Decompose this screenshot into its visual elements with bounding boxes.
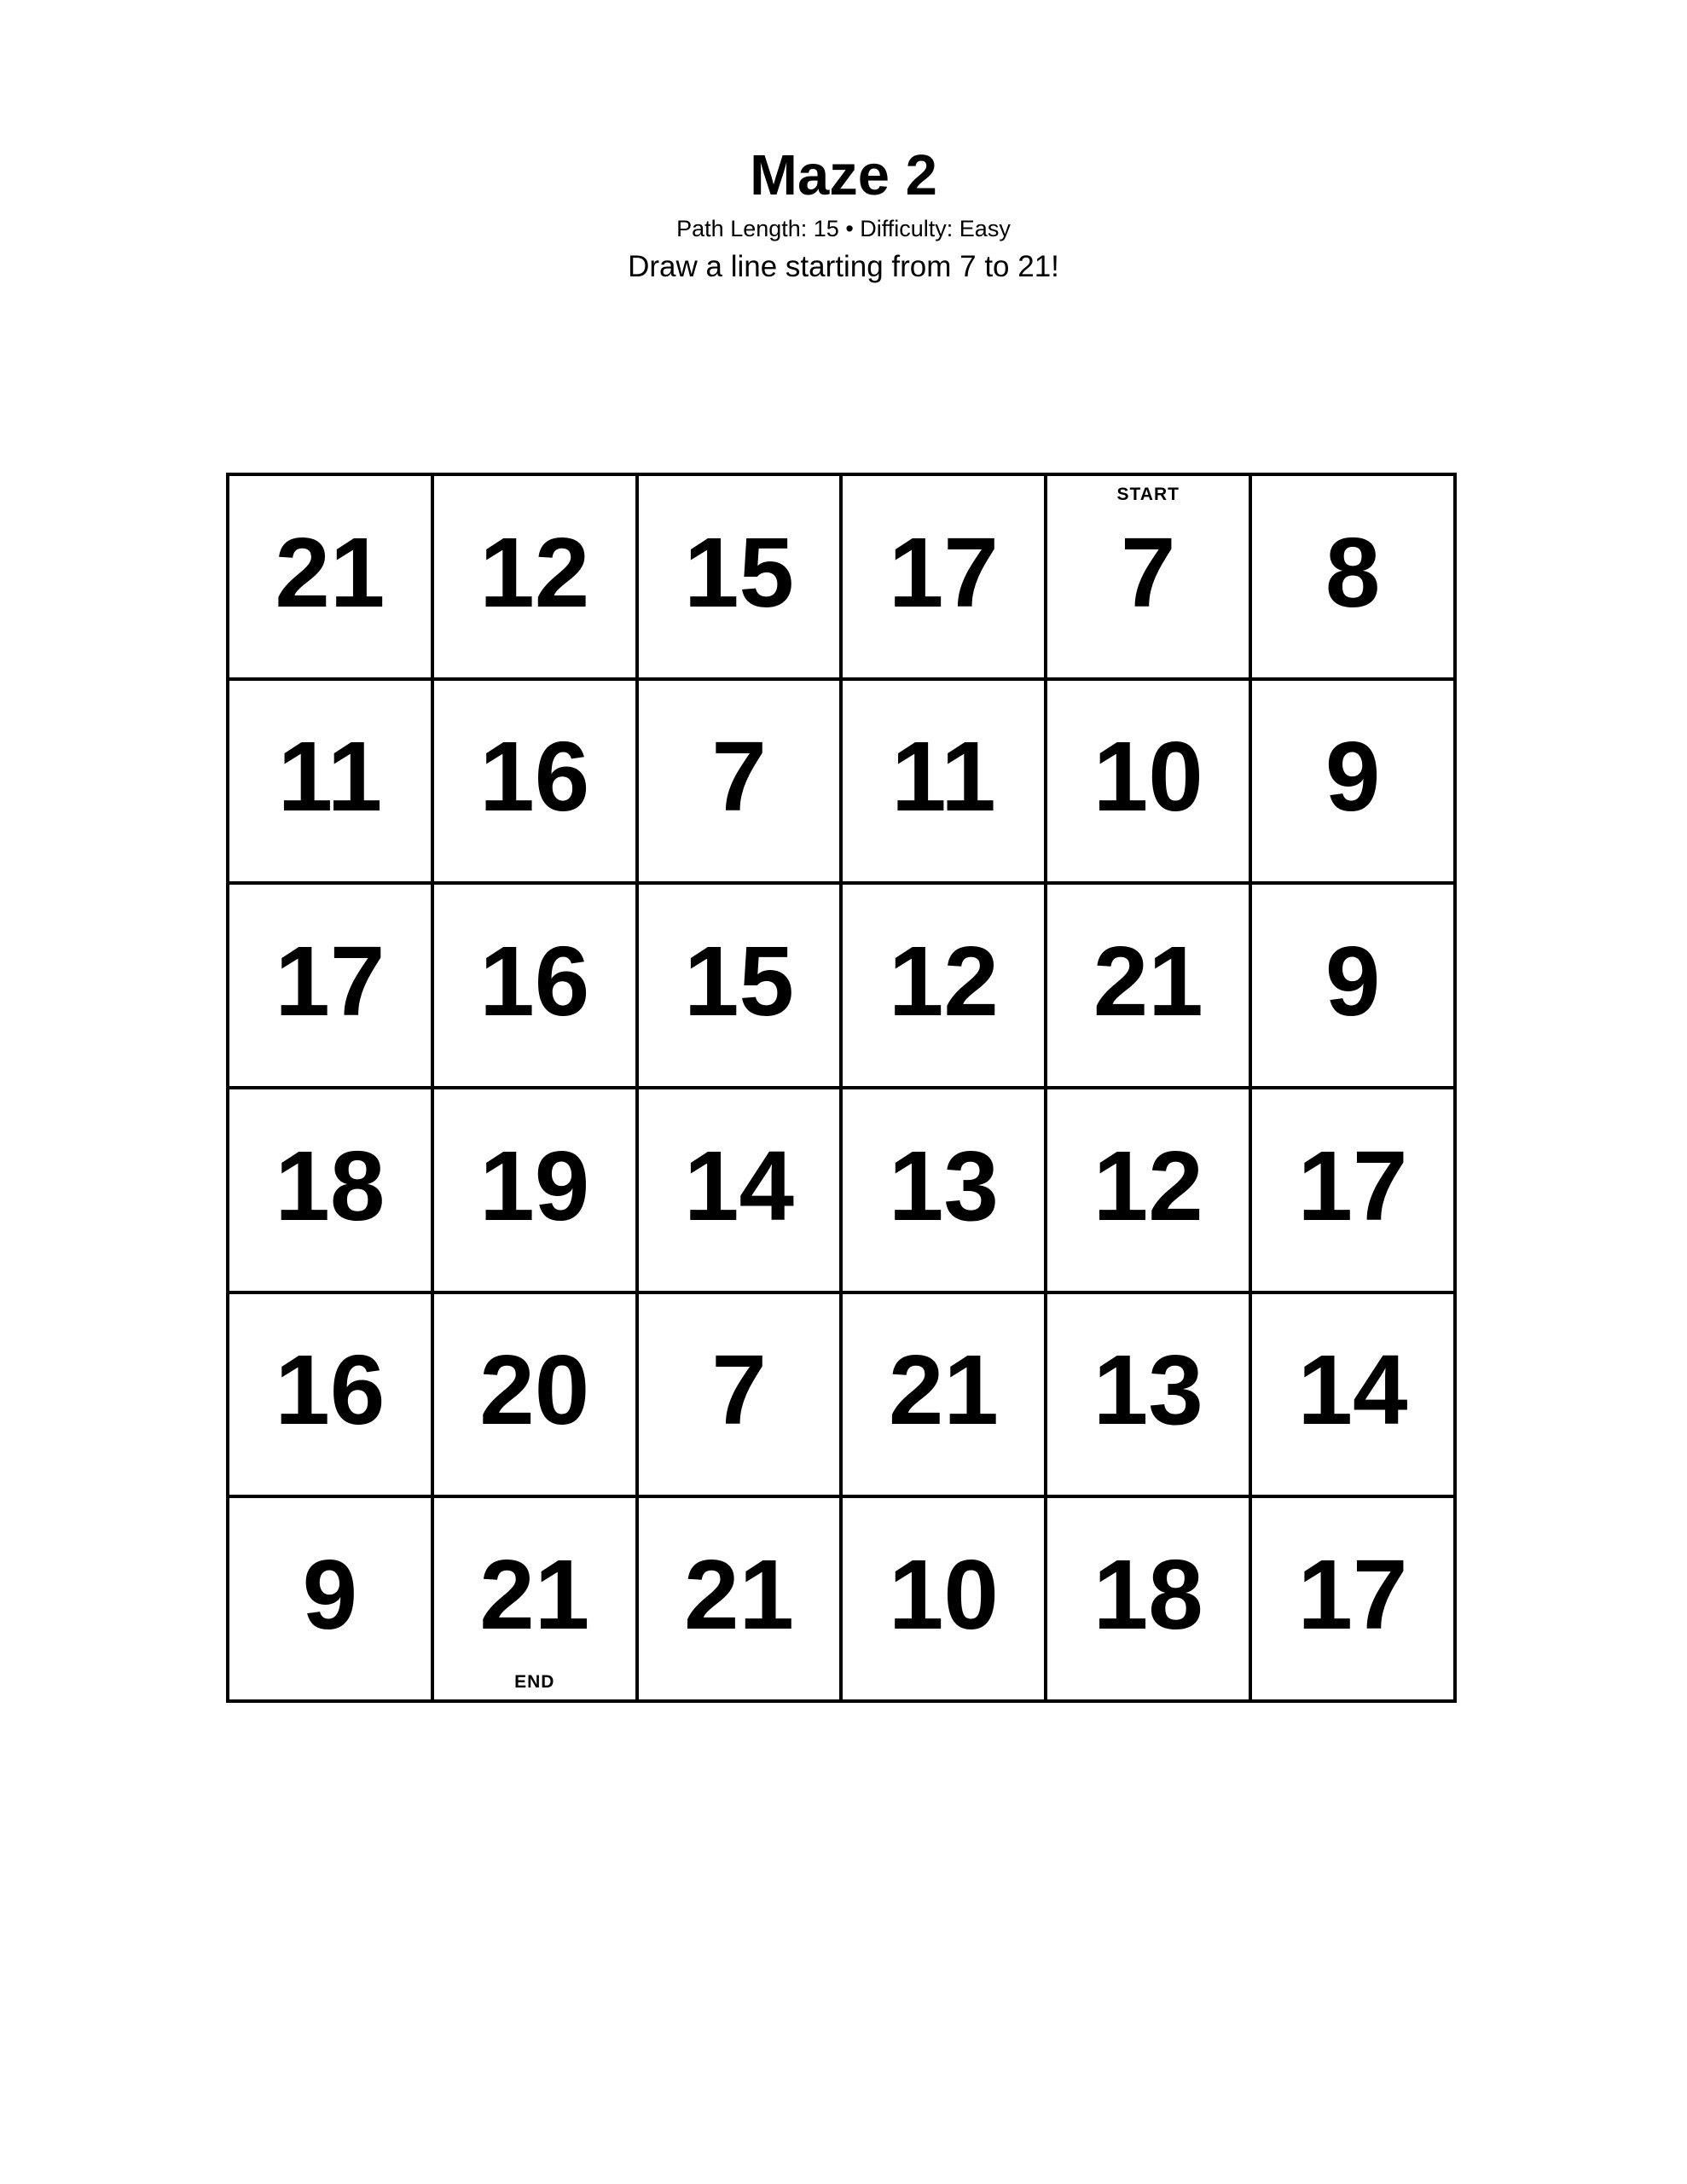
maze-meta: Path Length: 15 • Difficulty: Easy — [676, 216, 1011, 241]
maze-cell[interactable] — [434, 1089, 639, 1294]
cell-number: 7 — [711, 1334, 767, 1446]
cell-number: 16 — [479, 926, 590, 1037]
cell-number: 14 — [684, 1130, 795, 1241]
cell-number: 12 — [888, 926, 999, 1037]
cell-number: 12 — [1093, 1130, 1203, 1241]
maze-cell[interactable] — [1252, 681, 1457, 886]
cell-number: 8 — [1325, 516, 1381, 628]
maze-cell-end[interactable] — [434, 1498, 639, 1703]
cell-number: 13 — [1093, 1334, 1203, 1446]
maze-grid — [226, 473, 1457, 1703]
maze-cell[interactable] — [1047, 1089, 1252, 1294]
cell-number: 9 — [1325, 926, 1381, 1037]
cell-number: 7 — [1120, 516, 1176, 628]
maze-cell[interactable] — [639, 681, 844, 886]
cell-number: 13 — [888, 1130, 999, 1241]
maze-cell[interactable] — [843, 1294, 1047, 1499]
cell-number: 21 — [684, 1539, 795, 1651]
maze-cell[interactable] — [229, 1294, 434, 1499]
cell-number: 10 — [888, 1539, 999, 1651]
maze-cell[interactable] — [843, 476, 1047, 681]
maze-cell[interactable] — [639, 885, 844, 1089]
cell-number: 21 — [275, 516, 386, 628]
cell-number: 16 — [479, 721, 590, 833]
maze-cell[interactable] — [434, 476, 639, 681]
maze-cell[interactable] — [843, 885, 1047, 1089]
maze-cell[interactable] — [1252, 1294, 1457, 1499]
maze-cell[interactable] — [229, 1089, 434, 1294]
cell-number: 9 — [302, 1539, 358, 1651]
cell-number: 15 — [684, 516, 795, 628]
maze-cell[interactable] — [434, 885, 639, 1089]
end-label: END — [514, 1672, 555, 1692]
maze-cell[interactable] — [1047, 1498, 1252, 1703]
maze-cell[interactable] — [639, 1294, 844, 1499]
maze-cell[interactable] — [843, 1089, 1047, 1294]
maze-cell[interactable] — [843, 1498, 1047, 1703]
maze-cell[interactable] — [434, 681, 639, 886]
cell-number: 21 — [1093, 926, 1203, 1037]
page-title: Maze 2 — [750, 143, 937, 207]
cell-number: 17 — [888, 516, 999, 628]
maze-cell[interactable] — [229, 476, 434, 681]
cell-number: 17 — [1297, 1539, 1408, 1651]
maze-cell[interactable] — [434, 1294, 639, 1499]
maze-cell[interactable] — [1252, 885, 1457, 1089]
maze-cell[interactable] — [229, 681, 434, 886]
maze-instructions: Draw a line starting from 7 to 21! — [628, 250, 1059, 283]
maze-cell[interactable] — [639, 1498, 844, 1703]
cell-number: 14 — [1297, 1334, 1408, 1446]
maze-cell-start[interactable] — [1047, 476, 1252, 681]
cell-number: 20 — [479, 1334, 590, 1446]
maze-cell[interactable] — [639, 476, 844, 681]
maze-cell[interactable] — [1252, 476, 1457, 681]
cell-number: 12 — [479, 516, 590, 628]
maze-cell[interactable] — [1252, 1089, 1457, 1294]
maze-cell[interactable] — [1047, 681, 1252, 886]
maze-cell[interactable] — [1047, 885, 1252, 1089]
cell-number: 11 — [277, 721, 383, 833]
cell-number: 17 — [275, 926, 386, 1037]
cell-number: 7 — [711, 721, 767, 833]
maze-cell[interactable] — [639, 1089, 844, 1294]
cell-number: 9 — [1325, 721, 1381, 833]
maze-cell[interactable] — [229, 885, 434, 1089]
cell-number: 21 — [479, 1539, 590, 1651]
cell-number: 19 — [479, 1130, 590, 1241]
cell-number: 21 — [888, 1334, 999, 1446]
cell-number: 10 — [1093, 721, 1203, 833]
cell-number: 17 — [1297, 1130, 1408, 1241]
cell-number: 18 — [275, 1130, 386, 1241]
cell-number: 11 — [891, 721, 996, 833]
maze-cell[interactable] — [229, 1498, 434, 1703]
maze-cell[interactable] — [1252, 1498, 1457, 1703]
cell-number: 16 — [275, 1334, 386, 1446]
start-label: START — [1116, 485, 1180, 504]
cell-number: 15 — [684, 926, 795, 1037]
cell-number: 18 — [1093, 1539, 1203, 1651]
maze-cell[interactable] — [1047, 1294, 1252, 1499]
maze-cell[interactable] — [843, 681, 1047, 886]
